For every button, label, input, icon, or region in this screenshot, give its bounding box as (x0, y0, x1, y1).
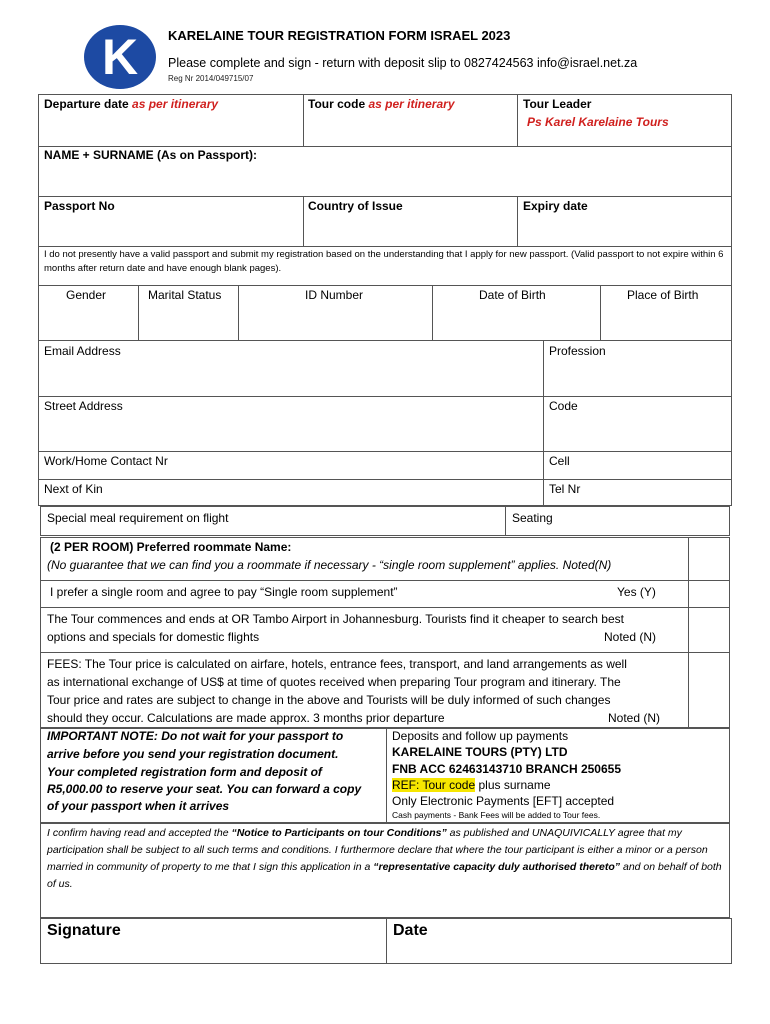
deposits-company: KARELAINE TOURS (PTY) LTD (392, 745, 568, 759)
departure-date-field[interactable]: Departure date as per itinerary (44, 97, 219, 111)
tour-leader-value: Ps Karel Karelaine Tours (527, 115, 669, 129)
marital-status-field[interactable]: Marital Status (148, 288, 222, 302)
email-field[interactable]: Email Address (44, 344, 121, 358)
confirmation-text: I confirm having read and accepted the “Notice to Participants on tour Conditions” as published and UNAQUIVICALLY agree that my participation shall be subject to all such terms and conditions. I furthermore declare that where the tour participant is either a minor or a person married in community of property to me that I sign this application in a “representative capacity duly authorised thereto” and on behalf of both of us. (47, 827, 722, 890)
roommate-note: (No guarantee that we can find you a roommate if necessary - “single room supplement” applies. Noted(N) (47, 558, 612, 572)
roommate-title: (2 PER ROOM) Preferred roommate Name: (50, 540, 292, 554)
special-meal-field[interactable]: Special meal requirement on flight (47, 511, 229, 525)
tour-code-field[interactable]: Tour code as per itinerary (308, 97, 455, 111)
single-room-text: I prefer a single room and agree to pay “Single room supplement” (50, 585, 398, 599)
fees-noted[interactable]: Noted (N) (608, 711, 661, 725)
date-field[interactable]: Date (393, 922, 428, 939)
tour-noted[interactable]: Noted (N) (604, 630, 657, 644)
important-line-5: of your passport when it arrives (47, 799, 230, 813)
place-of-birth-field[interactable]: Place of Birth (627, 288, 699, 302)
street-address-field[interactable]: Street Address (44, 399, 123, 413)
deposits-eft: Only Electronic Payments [EFT] accepted (392, 794, 615, 808)
code-field[interactable]: Code (549, 399, 578, 413)
next-of-kin-field[interactable]: Next of Kin (44, 482, 103, 496)
date-of-birth-field[interactable]: Date of Birth (479, 288, 546, 302)
tel-nr-field[interactable]: Tel Nr (549, 482, 581, 496)
fees-line-4: should they occur. Calculations are made approx. 3 months prior departure (47, 711, 445, 725)
id-number-field[interactable]: ID Number (305, 288, 364, 302)
deposits-title: Deposits and follow up payments (392, 729, 569, 743)
work-contact-field[interactable]: Work/Home Contact Nr (44, 454, 168, 468)
deposits-reference: REF: Tour code plus surname (392, 778, 551, 792)
important-line-4: R5,000.00 to reserve your seat. You can forward a copy (47, 782, 362, 796)
tour-leader-label: Tour Leader (523, 97, 592, 111)
passport-note: I do not presently have a valid passport and submit my registration based on the understanding that I apply for new passport. (Valid passport to not expire within 6 months after return date and have enough blank pages). (44, 249, 724, 274)
tour-line-1: The Tour commences and ends at OR Tambo Airport in Johannesburg. Tourists find it cheaper to search best (47, 612, 624, 626)
seating-field[interactable]: Seating (512, 511, 553, 525)
expiry-date-field[interactable]: Expiry date (523, 199, 588, 213)
country-of-issue-field[interactable]: Country of Issue (308, 199, 403, 213)
fees-line-3: Tour price and rates are subject to change in the above and Tourists will be duly informed of such changes (47, 693, 611, 707)
karelaine-logo: K (84, 25, 156, 89)
important-line-1: IMPORTANT NOTE: Do not wait for your passport to (47, 729, 344, 743)
profession-field[interactable]: Profession (549, 344, 606, 358)
deposits-cash: Cash payments - Bank Fees will be added to Tour fees. (392, 810, 601, 820)
single-room-yes[interactable]: Yes (Y) (617, 585, 656, 599)
important-line-2: arrive before you send your registration document. (47, 747, 339, 761)
passport-no-field[interactable]: Passport No (44, 199, 115, 213)
form-title: KARELAINE TOUR REGISTRATION FORM ISRAEL 2023 (168, 28, 511, 43)
fees-line-2: as international exchange of US$ at time of quotes received when preparing Tour program and itinerary. The (47, 675, 621, 689)
tour-line-2: options and specials for domestic flights (47, 630, 260, 644)
registration-number: Reg Nr 2014/049715/07 (168, 74, 254, 83)
fees-line-1: FEES: The Tour price is calculated on airfare, hotels, entrance fees, transport, and land arrangements as well (47, 657, 627, 671)
name-surname-field[interactable]: NAME + SURNAME (As on Passport): (44, 148, 258, 162)
deposits-bank: FNB ACC 62463143710 BRANCH 250655 (392, 762, 622, 776)
important-line-3: Your completed registration form and deposit of (47, 765, 322, 779)
gender-field[interactable]: Gender (66, 288, 107, 302)
signature-field[interactable]: Signature (47, 922, 121, 939)
form-subtitle: Please complete and sign - return with deposit slip to 0827424563 info@israel.net.za (168, 56, 638, 70)
cell-field[interactable]: Cell (549, 454, 570, 468)
